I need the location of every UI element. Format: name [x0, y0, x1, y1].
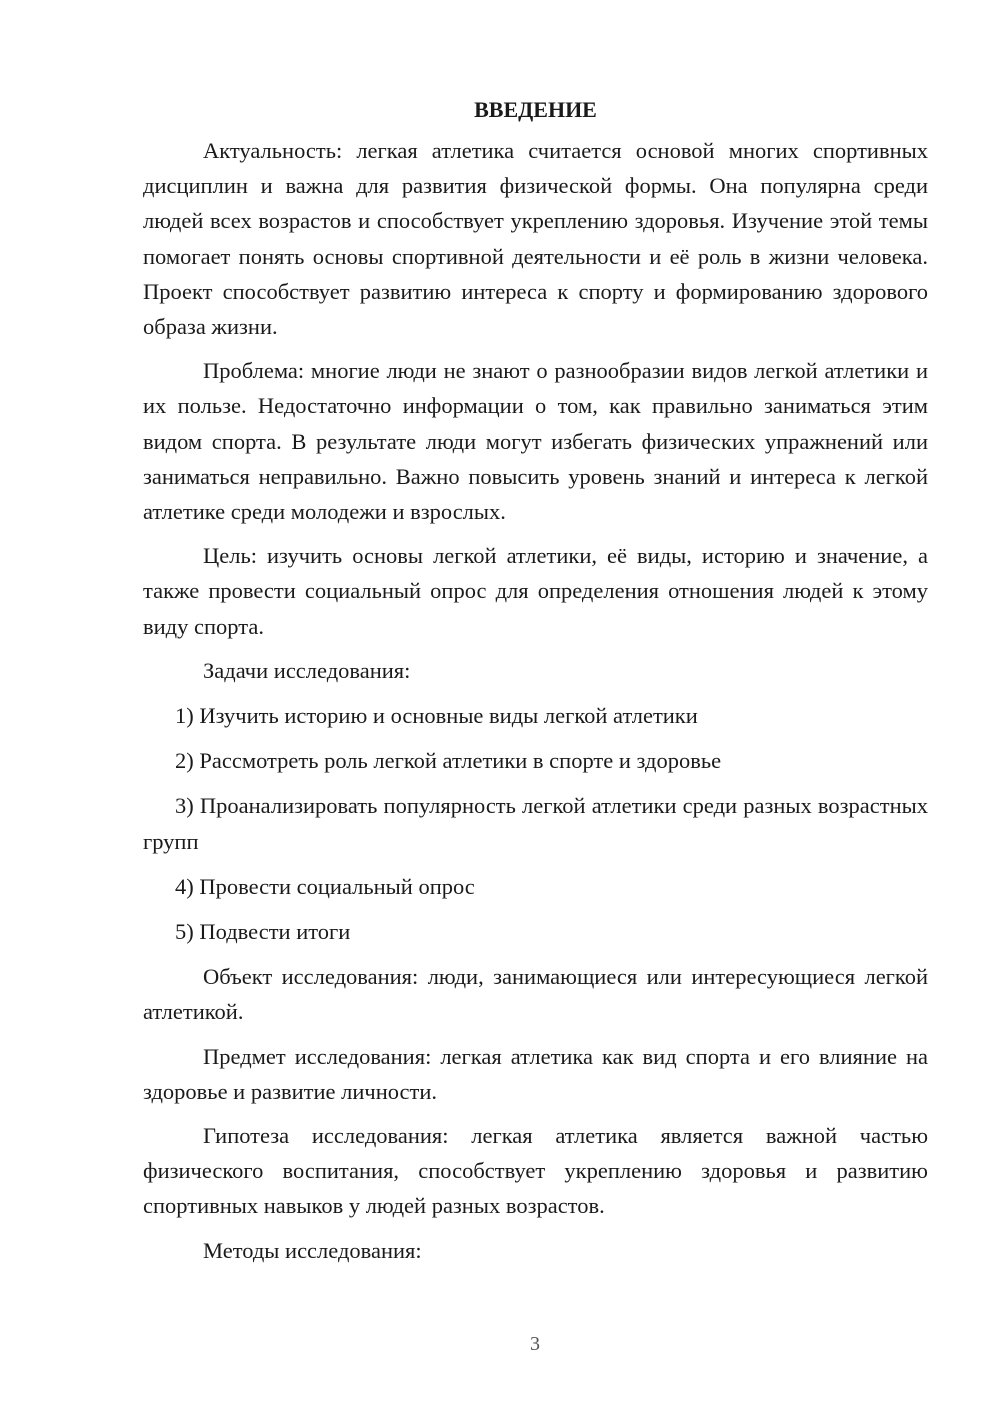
page-number: 3	[530, 1333, 540, 1355]
section-heading: ВВЕДЕНИЕ	[474, 97, 597, 122]
paragraph-subject: Предмет исследования: легкая атлетика как вид спорта и его влияние на здоровье и развитие личности.	[143, 1043, 928, 1104]
tasks-title: Задачи исследования:	[203, 657, 411, 683]
list-item: 5) Подвести итоги	[175, 919, 351, 945]
paragraph-hypothesis: Гипотеза исследования: легкая атлетика является важной частью физического воспитания, способствует укреплению здоровья и развитию спортивных навыков у людей разных возрастов.	[143, 1123, 928, 1219]
list-item: 4) Провести социальный опрос	[175, 873, 475, 899]
paragraph-problem: Проблема: многие люди не знают о разнообразии видов легкой атлетики и их пользе. Недостаточно информации о том, как правильно заниматься этим видом спорта. В результате люди могут избегать физических упражнений или заниматься неправильно. Важно повысить уровень знаний и интереса к легкой атлетике среди молодежи и взрослых.	[143, 358, 928, 525]
list-item: 2) Рассмотреть роль легкой атлетики в спорте и здоровье	[175, 748, 722, 774]
list-item: 3) Проанализировать популярность легкой атлетики среди разных возрастных групп	[143, 793, 928, 854]
list-item: 1) Изучить историю и основные виды легкой атлетики	[175, 703, 698, 729]
methods-title: Методы исследования:	[203, 1237, 422, 1263]
paragraph-goal: Цель: изучить основы легкой атлетики, её виды, историю и значение, а также провести социальный опрос для определения отношения людей к этому виду спорта.	[143, 543, 928, 639]
paragraph-relevance: Актуальность: легкая атлетика считается основой многих спортивных дисциплин и важна для развития физической формы. Она популярна среди людей всех возрастов и способствует укреплению здоровья. Изучение этой темы помогает понять основы спортивной деятельности и её роль в жизни человека. Проект способствует развитию интереса к спорту и формированию здорового образа жизни.	[143, 138, 928, 340]
paragraph-object: Объект исследования: люди, занимающиеся или интересующиеся легкой атлетикой.	[143, 964, 928, 1025]
document-page	[143, 92, 928, 1278]
tasks-list	[143, 698, 928, 949]
